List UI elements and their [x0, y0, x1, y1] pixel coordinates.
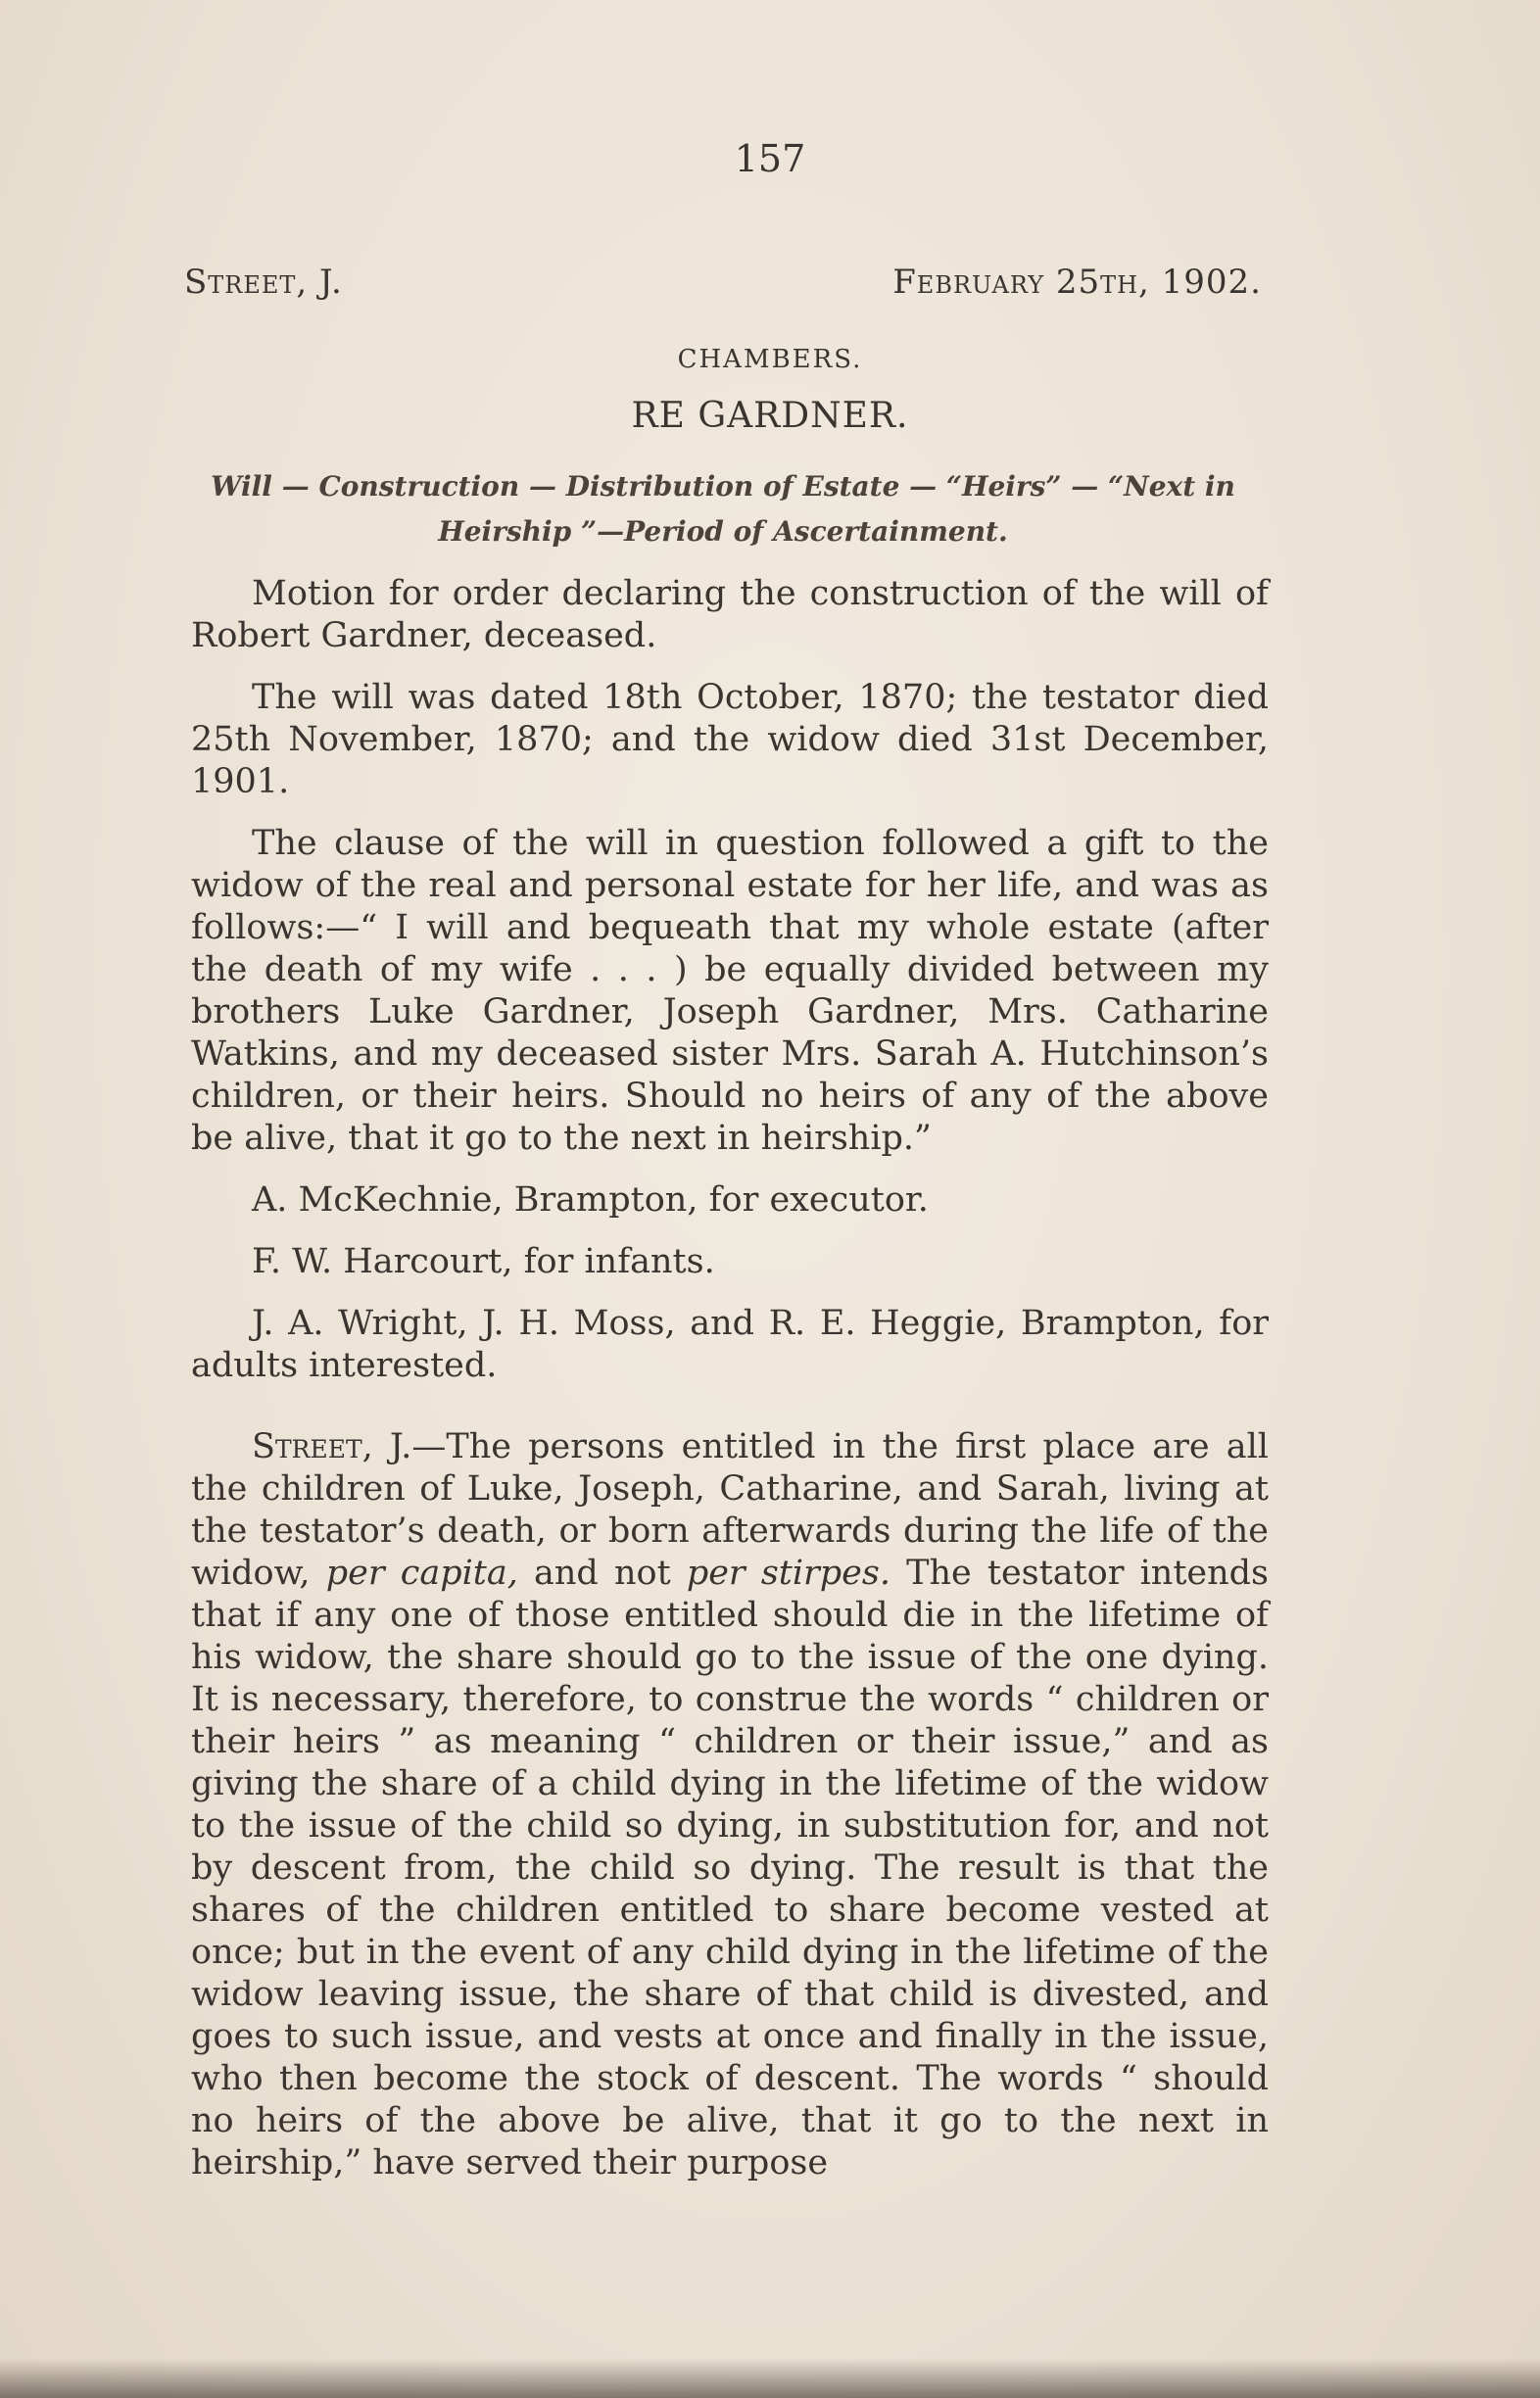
paragraph-judgment [191, 1426, 1269, 2184]
paragraph-facts: The will was dated 18th October, 1870; the testator died 25th November, 1870; and the widow died 31st December, 1901. [191, 678, 1269, 801]
headnote [184, 464, 1262, 554]
paragraph-counsel-executor: A. McKechnie, Brampton, for executor. [252, 1180, 929, 1220]
header-judge: Street, J. [184, 263, 343, 302]
body-text [191, 573, 1269, 2204]
judgment-part-3: The testator intends that if any one of those entitled should die in the lifetime of his widow, the share should go to the issue of the one dying. It is necessary, therefore, to construe the words “ children or their heirs ” as meaning “ children or their issue,” and as giving the share of a child dying in the lifetime of the widow to the issue of the child so dying, in substitution for, and not by descent from, the child so dying. The result is that the shares of the children entitled to share become vested at once; but in the event of any child dying in the lifetime of the widow leaving issue, the share of that child is divested, and goes to such issue, and vests at once and finally in the issue, who then become the stock of descent. The words “ should no heirs of the above be alive, that it go to the next in heirship,” have served their purpose [191, 1554, 1270, 2182]
headnote-line-1: Will — Construction — Distribution of Estate — “Heirs” — “Next in [211, 470, 1235, 503]
running-header [184, 263, 1262, 312]
headnote-line-2: Heirship ”—Period of Ascertainment. [438, 515, 1008, 548]
paragraph-clause: The clause of the will in question followed a gift to the widow of the real and personal estate for her life, and was as follows:—“ I will and bequeath that my whole estate (after the death of my wife . . . ) be equally divided between my brothers Luke Gardner, Joseph Gardner, Mrs. Catharine Watkins, and my deceased sister Mrs. Sarah A. Hutchinson’s children, or their heirs. Should no heirs of any of the above be alive, that it go to the next in heirship.” [191, 824, 1269, 1158]
header-date: February 25th, 1902. [892, 263, 1262, 302]
judgment-speaker: Street, J. [252, 1427, 412, 1466]
page-edge-shadow [0, 2359, 1540, 2398]
judgment-per-stirpes: per stirpes. [686, 1554, 890, 1593]
judgment-part-1: —The persons entitled in the first place are all the children of Luke, Joseph, Catharine, and Sarah, living at the testator’s death, or born afterwards during the life of the widow, [191, 1427, 1269, 1593]
judgment-per-capita: per capita, [325, 1554, 518, 1593]
court-label: CHAMBERS. [677, 345, 863, 374]
paragraph-counsel-adults: J. A. Wright, J. H. Moss, and R. E. Heggie, Brampton, for adults interested. [191, 1304, 1269, 1385]
page-number: 157 [734, 137, 806, 180]
paragraph-motion: Motion for order declaring the construction of the will of Robert Gardner, deceased. [191, 574, 1269, 655]
judgment-part-2: and not [517, 1554, 687, 1593]
case-title: RE GARDNER. [631, 396, 909, 436]
paragraph-counsel-infants: F. W. Harcourt, for infants. [252, 1242, 715, 1281]
